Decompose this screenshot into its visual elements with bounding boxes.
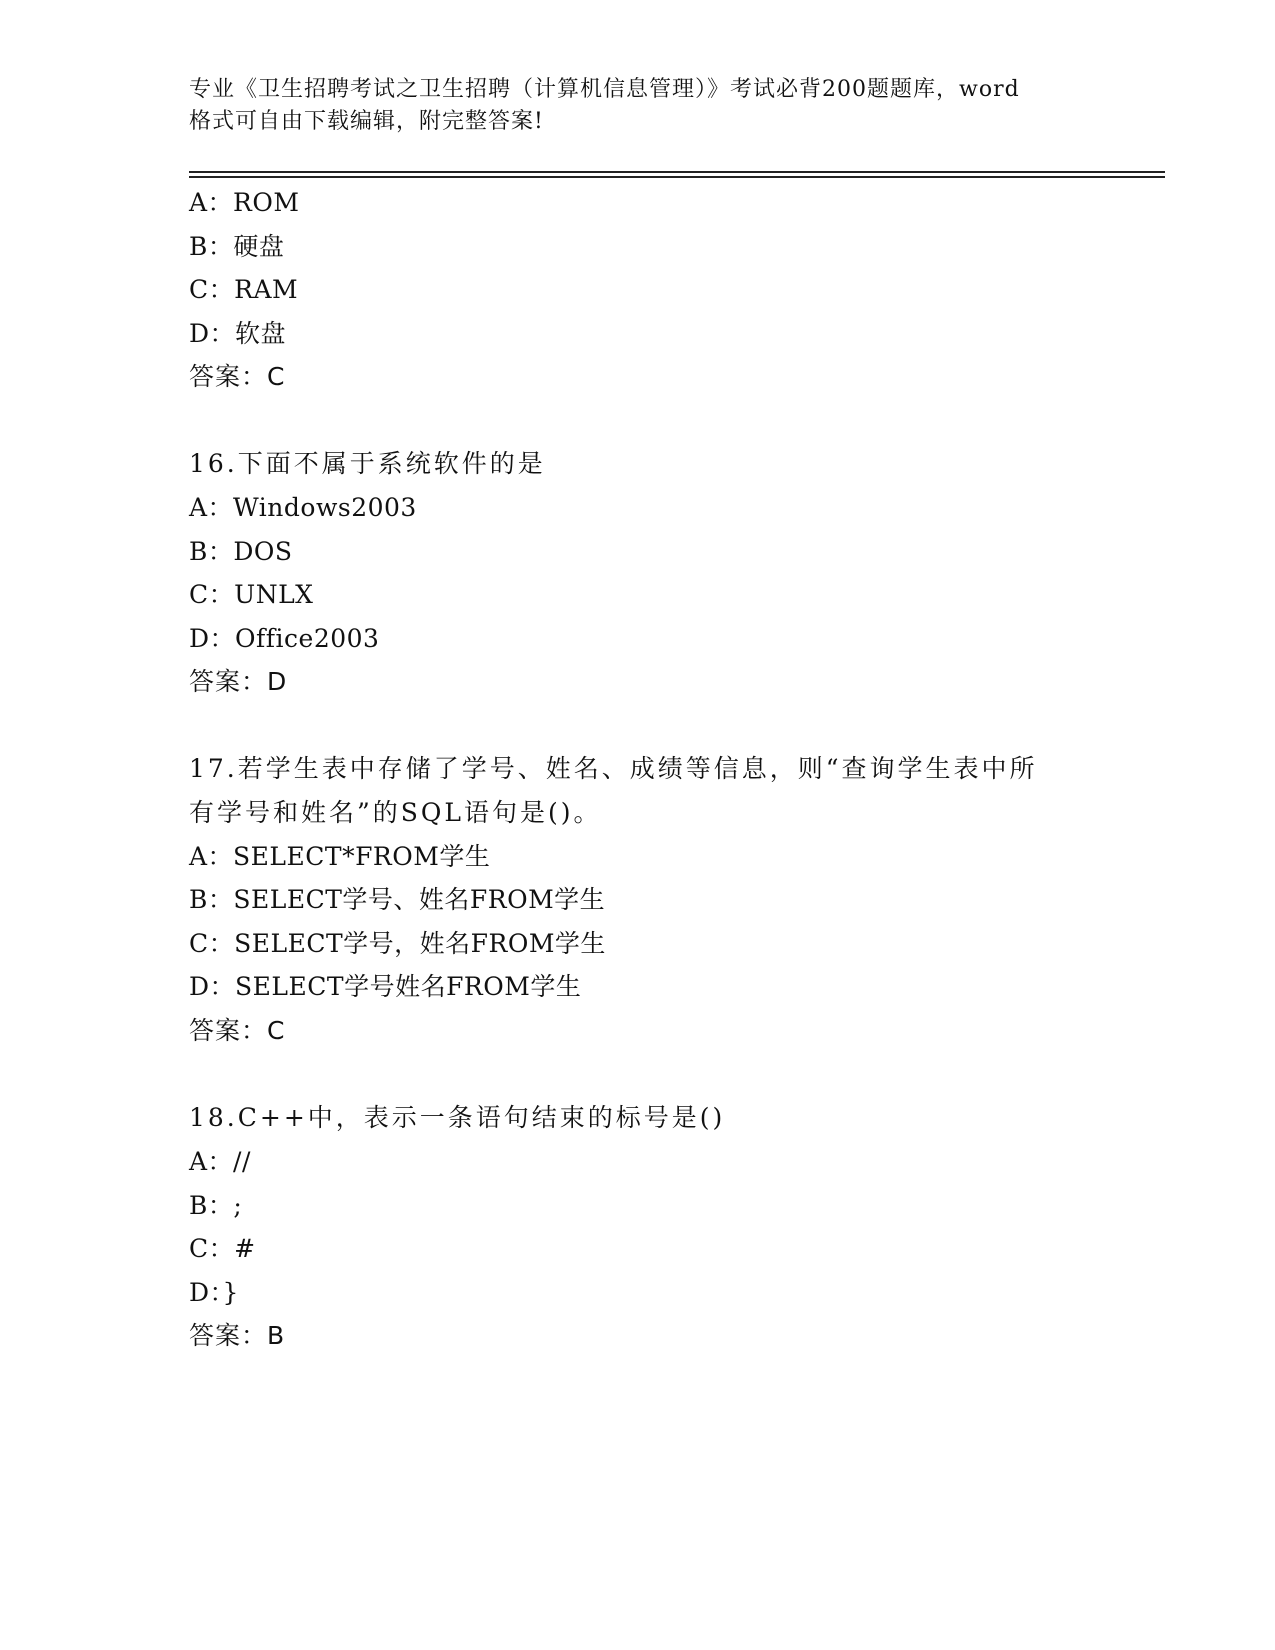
q18-option-c: C：# — [189, 1234, 256, 1263]
q15-option-b: B：硬盘 — [189, 232, 285, 261]
q18-option-b: B：; — [189, 1191, 243, 1220]
header-line-2: 格式可自由下载编辑，附完整答案! — [189, 109, 544, 134]
header-divider-bottom — [189, 176, 1165, 178]
document-header — [189, 74, 1089, 138]
header-line-1: 专业《卫生招聘考试之卫生招聘（计算机信息管理）》考试必背200题题库，word — [189, 77, 1020, 102]
q15-answer: 答案：C — [189, 362, 286, 391]
q15-option-c: C：RAM — [189, 275, 299, 304]
q18-option-d: D：} — [189, 1278, 239, 1307]
q16-option-a: A：Windows2003 — [189, 493, 417, 522]
q15-option-d: D：软盘 — [189, 319, 287, 348]
q16-option-d: D：Office2003 — [189, 624, 380, 653]
header-divider-top — [189, 171, 1165, 173]
q17-option-a: A：SELECT*FROM学生 — [189, 842, 491, 871]
q17-stem-line-2: 有学号和姓名”的SQL语句是()。 — [189, 798, 602, 827]
q18-answer: 答案：B — [189, 1321, 286, 1350]
q15-option-a: A：ROM — [189, 188, 300, 217]
q16-answer: 答案：D — [189, 667, 288, 696]
q17-option-b: B：SELECT学号、姓名FROM学生 — [189, 885, 606, 914]
q17-option-d: D：SELECT学号姓名FROM学生 — [189, 972, 582, 1001]
q18-stem: 18.C++中，表示一条语句结束的标号是() — [189, 1103, 726, 1132]
q17-answer: 答案：C — [189, 1016, 286, 1045]
q16-stem: 16.下面不属于系统软件的是 — [189, 449, 546, 478]
q16-option-c: C：UNLX — [189, 580, 314, 609]
q17-stem-line-1: 17.若学生表中存储了学号、姓名、成绩等信息，则“查询学生表中所 — [189, 754, 1038, 783]
q16-option-b: B：DOS — [189, 537, 293, 566]
q18-option-a: A：// — [189, 1147, 251, 1176]
q17-option-c: C：SELECT学号，姓名FROM学生 — [189, 929, 606, 958]
